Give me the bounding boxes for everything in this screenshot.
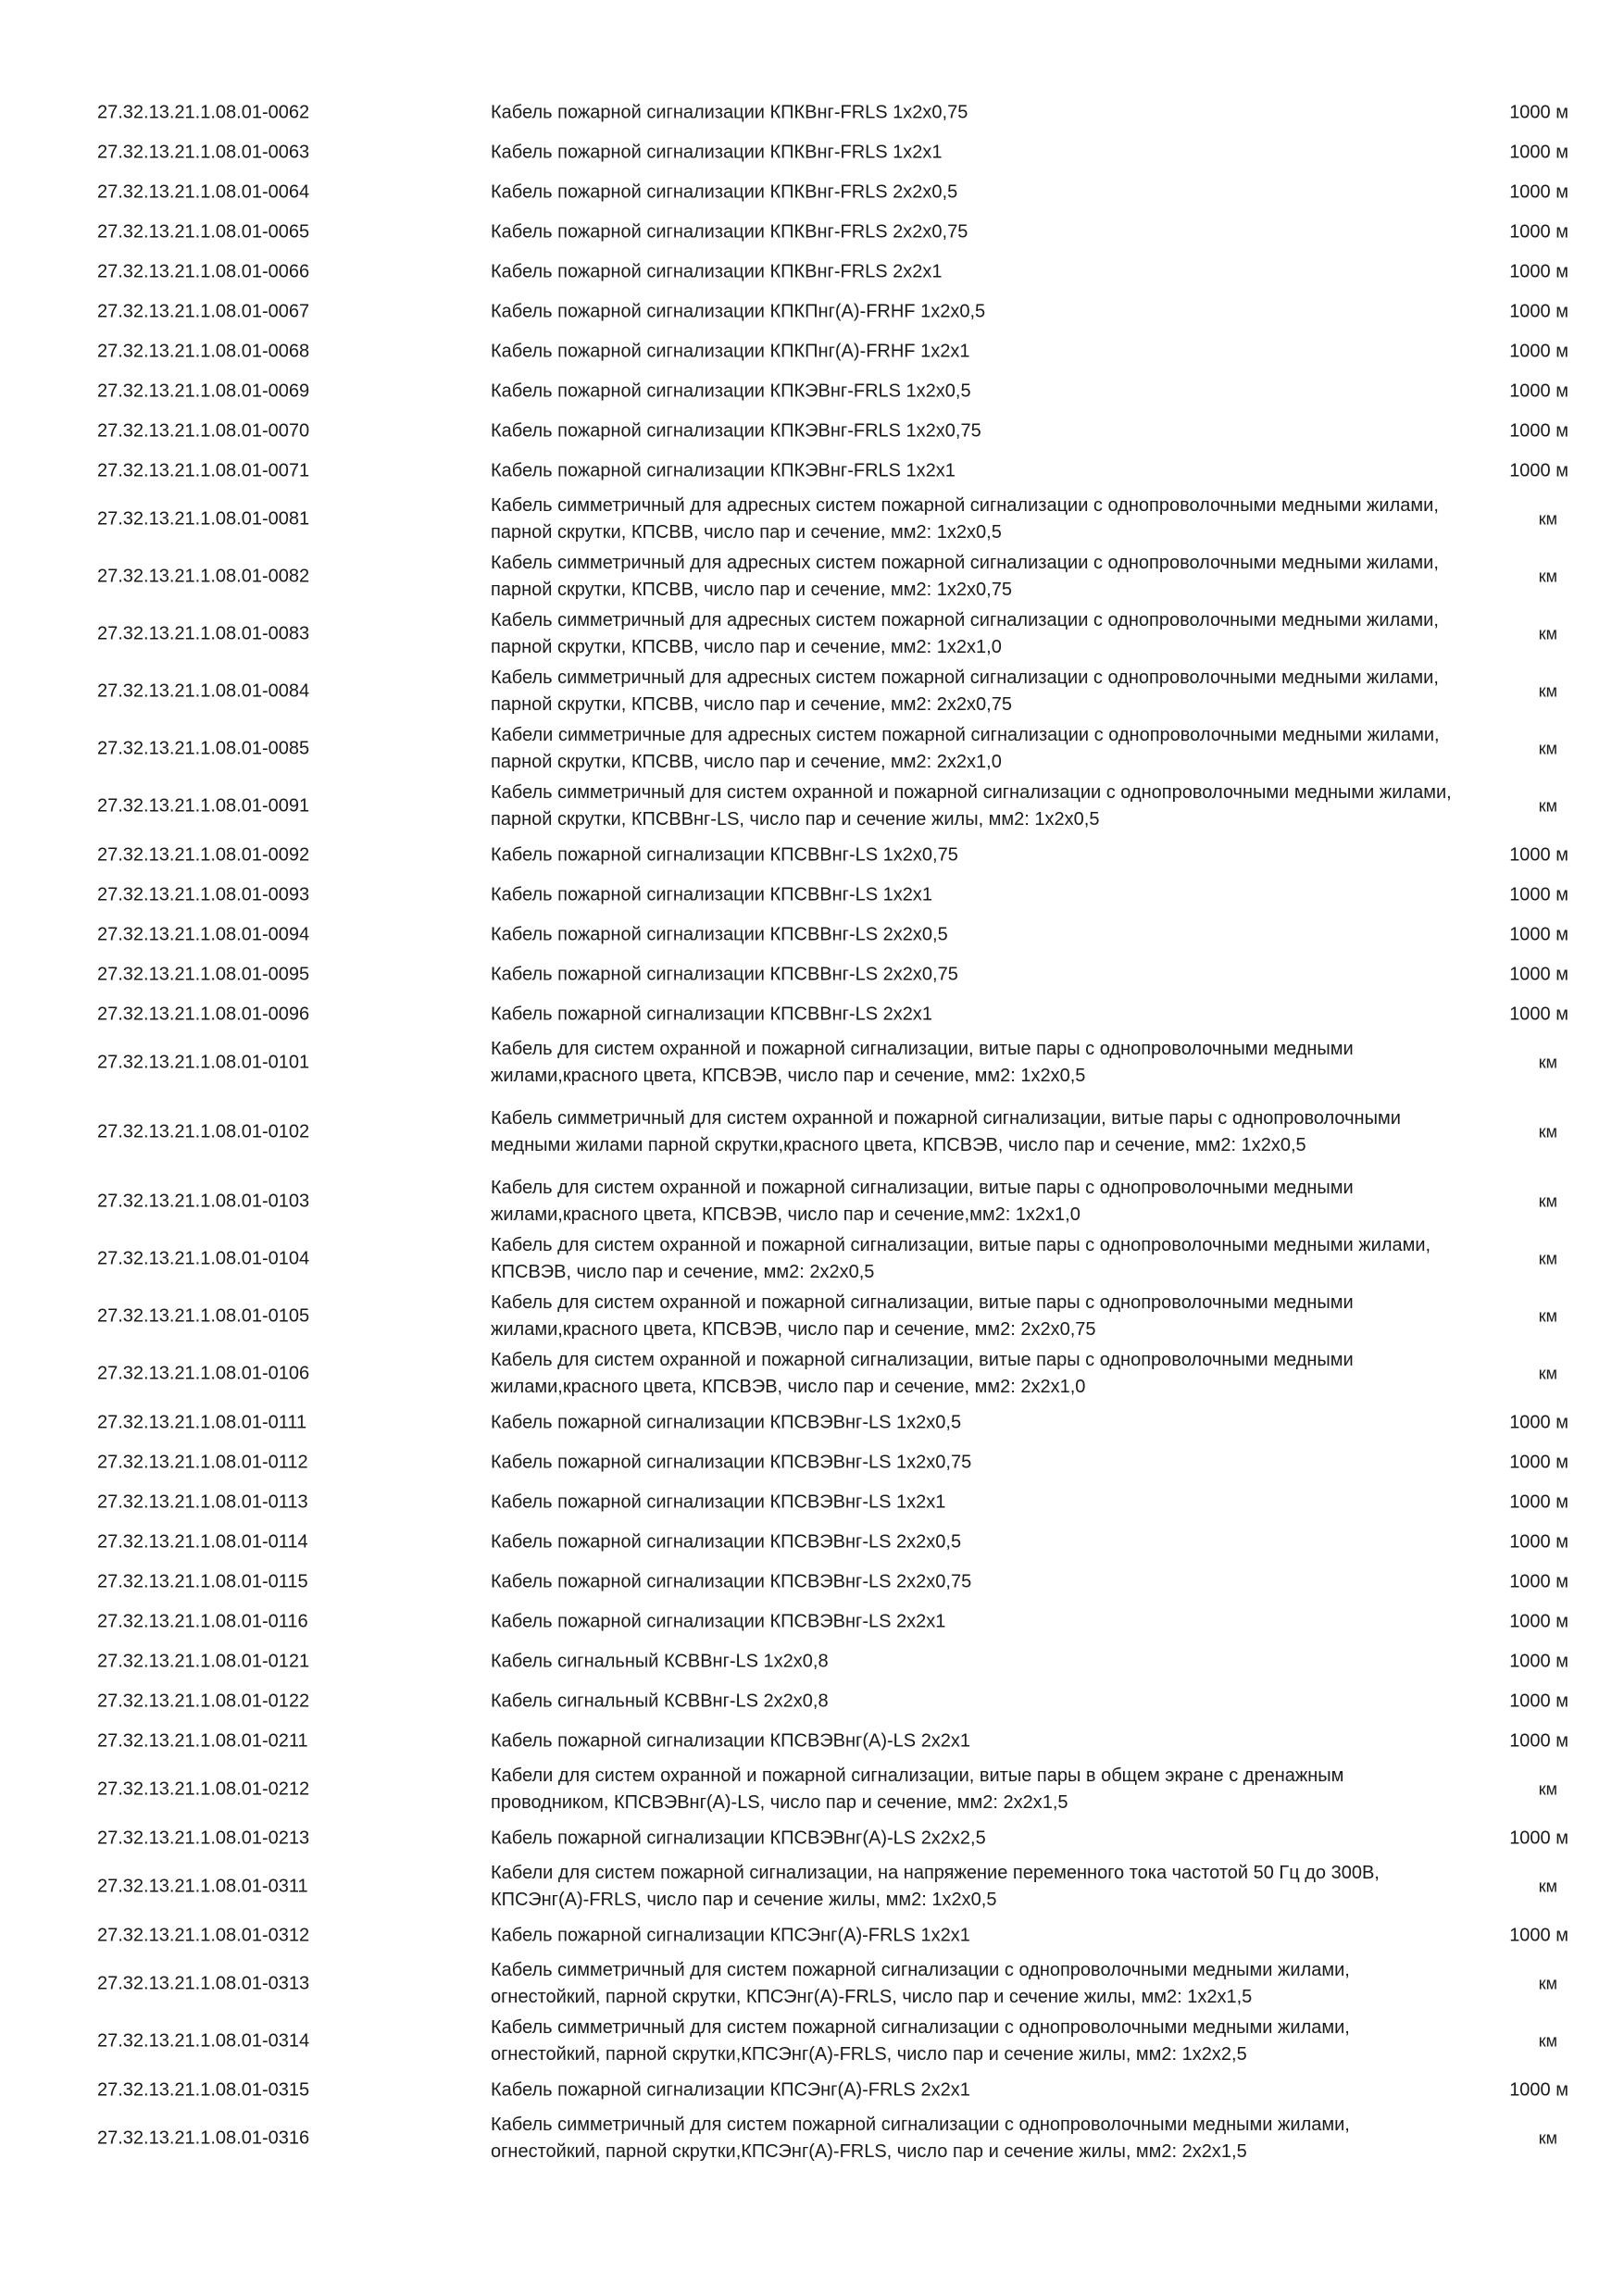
- item-code: 27.32.13.21.1.08.01-0122: [97, 1691, 310, 1711]
- table-row: [0, 1818, 1624, 1858]
- table-row: [0, 93, 1624, 132]
- table-row: [0, 491, 1624, 548]
- item-name: Кабель симметричный для адресных систем пожарной сигнализации с однопроволочными медными жилами, парной скрутки, КПСВВ, число пар и сечение, мм2: 1x2x0,75: [491, 553, 1439, 600]
- item-unit: км: [1538, 1192, 1557, 1211]
- item-unit: км: [1538, 509, 1557, 529]
- item-name: Кабель симметричный для систем пожарной сигнализации с однопроволочными медными жилами, огнестойкий, парной скрутки,КПСЭнг(А)-FRLS, число пар и сечение жилы, мм2: 2x2x1,5: [491, 2115, 1350, 2162]
- table-row: [0, 132, 1624, 172]
- table-row: [0, 1403, 1624, 1442]
- table-row: [0, 778, 1624, 835]
- item-name: Кабель пожарной сигнализации КПСЭнг(А)-FRLS 2x2x1: [491, 2079, 970, 2100]
- item-unit: 1000 м: [1509, 102, 1568, 122]
- table-row: [0, 212, 1624, 252]
- item-unit: 1000 м: [1509, 142, 1568, 162]
- item-name: Кабель пожарной сигнализации КПСВЭВнг-LS 1x2x0,75: [491, 1452, 972, 1472]
- item-code: 27.32.13.21.1.08.01-0083: [97, 623, 310, 644]
- table-row: [0, 1288, 1624, 1345]
- item-unit: 1000 м: [1509, 924, 1568, 944]
- price-list-table: [0, 93, 1624, 2167]
- item-code: 27.32.13.21.1.08.01-0102: [97, 1121, 310, 1142]
- item-unit: км: [1538, 1974, 1557, 1993]
- item-name: Кабель пожарной сигнализации КПКВнг-FRLS 1x2x1: [491, 142, 943, 162]
- table-row: [0, 451, 1624, 491]
- item-unit: 1000 м: [1509, 1491, 1568, 1512]
- table-row: [0, 1345, 1624, 1403]
- item-code: 27.32.13.21.1.08.01-0067: [97, 301, 310, 321]
- item-name: Кабель пожарной сигнализации КПКПнг(А)-FRHF 1x2x1: [491, 341, 970, 361]
- item-name: Кабель пожарной сигнализации КПСВЭВнг-LS 2x2x1: [491, 1611, 946, 1631]
- table-row: [0, 2013, 1624, 2070]
- item-unit: 1000 м: [1509, 1571, 1568, 1591]
- item-code: 27.32.13.21.1.08.01-0071: [97, 460, 310, 480]
- item-unit: 1000 м: [1509, 964, 1568, 984]
- item-code: 27.32.13.21.1.08.01-0213: [97, 1828, 310, 1848]
- item-code: 27.32.13.21.1.08.01-0313: [97, 1973, 310, 1994]
- item-name: Кабель пожарной сигнализации КПКПнг(А)-FRHF 1x2x0,5: [491, 301, 986, 321]
- item-code: 27.32.13.21.1.08.01-0316: [97, 2128, 310, 2149]
- item-code: 27.32.13.21.1.08.01-0095: [97, 964, 310, 984]
- item-name: Кабель симметричный для адресных систем пожарной сигнализации с однопроволочными медными жилами, парной скрутки, КПСВВ, число пар и сечение, мм2: 1x2x0,5: [491, 495, 1439, 543]
- item-code: 27.32.13.21.1.08.01-0106: [97, 1363, 310, 1384]
- table-row: [0, 1230, 1624, 1288]
- table-row: [0, 1602, 1624, 1641]
- item-code: 27.32.13.21.1.08.01-0315: [97, 2079, 310, 2100]
- table-row: [0, 1562, 1624, 1602]
- table-row: [0, 292, 1624, 331]
- item-code: 27.32.13.21.1.08.01-0084: [97, 680, 310, 702]
- item-name: Кабель пожарной сигнализации КПКВнг-FRLS 2x2x0,5: [491, 181, 958, 202]
- item-code: 27.32.13.21.1.08.01-0081: [97, 508, 310, 530]
- item-code: 27.32.13.21.1.08.01-0116: [97, 1611, 308, 1631]
- item-unit: 1000 м: [1509, 381, 1568, 401]
- item-name: Кабель пожарной сигнализации КПСВЭВнг(А)-LS 2x2x1: [491, 1730, 971, 1751]
- item-unit: км: [1538, 567, 1557, 586]
- item-name: Кабель для систем охранной и пожарной сигнализации, витые пары с однопроволочными медными жилами,красного цвета, КПСВЭВ, число пар и сечение, мм2: 2x2x0,75: [491, 1292, 1354, 1340]
- item-unit: 1000 м: [1509, 1828, 1568, 1848]
- item-name: Кабель сигнальный КСВВнг-LS 2x2x0,8: [491, 1691, 829, 1711]
- item-code: 27.32.13.21.1.08.01-0121: [97, 1651, 310, 1671]
- item-unit: км: [1538, 796, 1557, 816]
- table-row: [0, 1522, 1624, 1562]
- table-row: [0, 605, 1624, 663]
- item-code: 27.32.13.21.1.08.01-0113: [97, 1491, 308, 1512]
- item-code: 27.32.13.21.1.08.01-0082: [97, 566, 310, 587]
- table-row: [0, 411, 1624, 451]
- item-unit: км: [1538, 2031, 1557, 2051]
- item-name: Кабель пожарной сигнализации КПСВЭВнг-LS 2x2x0,75: [491, 1571, 972, 1591]
- item-code: 27.32.13.21.1.08.01-0064: [97, 181, 310, 202]
- item-code: 27.32.13.21.1.08.01-0312: [97, 1925, 310, 1945]
- item-name: Кабель для систем охранной и пожарной сигнализации, витые пары с однопроволочными медными жилами, КПСВЭВ, число пар и сечение, мм2: 2x2x0,5: [491, 1235, 1431, 1282]
- item-unit: км: [1538, 1364, 1557, 1383]
- item-name: Кабель симметричный для систем охранной и пожарной сигнализации, витые пары с однопроволочными медными жилами парной скрутки,красного цвета, КПСВЭВ, число пар и сечение, мм2: 1x2x0,5: [491, 1108, 1401, 1155]
- item-code: 27.32.13.21.1.08.01-0112: [97, 1452, 308, 1472]
- item-name: Кабель для систем охранной и пожарной сигнализации, витые пары с однопроволочными медными жилами,красного цвета, КПСВЭВ, число пар и сечение, мм2: 2x2x1,0: [491, 1350, 1354, 1397]
- item-code: 27.32.13.21.1.08.01-0091: [97, 795, 310, 817]
- table-row: [0, 994, 1624, 1034]
- item-name: Кабель симметричный для адресных систем пожарной сигнализации с однопроволочными медными жилами, парной скрутки, КПСВВ, число пар и сечение, мм2: 1x2x1,0: [491, 610, 1439, 657]
- item-unit: км: [1538, 1249, 1557, 1268]
- item-name: Кабель пожарной сигнализации КПСВВнг-LS 1x2x0,75: [491, 844, 958, 865]
- item-name: Кабель пожарной сигнализации КПСВВнг-LS 2x2x1: [491, 1004, 933, 1024]
- item-unit: 1000 м: [1509, 1730, 1568, 1751]
- item-name: Кабель пожарной сигнализации КПСВВнг-LS 2x2x0,75: [491, 964, 958, 984]
- item-unit: км: [1538, 681, 1557, 701]
- table-row: [0, 252, 1624, 292]
- table-row: [0, 2110, 1624, 2167]
- item-code: 27.32.13.21.1.08.01-0103: [97, 1191, 310, 1212]
- table-row: [0, 915, 1624, 955]
- item-name: Кабель пожарной сигнализации КПКЭВнг-FRLS 1x2x0,75: [491, 420, 981, 441]
- item-name: Кабель симметричный для систем пожарной сигнализации с однопроволочными медными жилами, огнестойкий, парной скрутки, КПСЭнг(А)-FRLS, число пар и сечение жилы, мм2: 1x2x1,5: [491, 1960, 1350, 2007]
- table-row: [0, 720, 1624, 778]
- item-code: 27.32.13.21.1.08.01-0096: [97, 1004, 310, 1024]
- item-code: 27.32.13.21.1.08.01-0068: [97, 341, 310, 361]
- item-code: 27.32.13.21.1.08.01-0211: [97, 1730, 308, 1751]
- item-name: Кабель пожарной сигнализации КПСВВнг-LS 1x2x1: [491, 884, 933, 905]
- table-row: [0, 1482, 1624, 1522]
- item-code: 27.32.13.21.1.08.01-0070: [97, 420, 310, 441]
- item-code: 27.32.13.21.1.08.01-0114: [97, 1531, 308, 1552]
- item-name: Кабель симметричный для систем охранной и пожарной сигнализации с однопроволочными медными жилами, парной скрутки, КПСВВнг-LS, число пар и сечение жилы, мм2: 1x2x0,5: [491, 782, 1452, 830]
- item-unit: км: [1538, 624, 1557, 643]
- item-name: Кабель пожарной сигнализации КПСВЭВнг-LS 2x2x0,5: [491, 1531, 962, 1552]
- item-code: 27.32.13.21.1.08.01-0111: [97, 1412, 307, 1432]
- item-unit: км: [1538, 1122, 1557, 1142]
- table-row: [0, 875, 1624, 915]
- item-name: Кабель пожарной сигнализации КПСВВнг-LS 2x2x0,5: [491, 924, 948, 944]
- item-unit: 1000 м: [1509, 460, 1568, 480]
- table-row: [0, 2070, 1624, 2110]
- table-row: [0, 835, 1624, 875]
- table-row: [0, 172, 1624, 212]
- item-name: Кабель пожарной сигнализации КПКВнг-FRLS 1x2x0,75: [491, 102, 968, 122]
- item-unit: км: [1538, 1306, 1557, 1326]
- table-row: [0, 1721, 1624, 1761]
- item-name: Кабели для систем охранной и пожарной сигнализации, витые пары в общем экране с дренажным проводником, КПСВЭВнг(А)-LS, число пар и сечение, мм2: 2x2x1,5: [491, 1766, 1344, 1813]
- item-name: Кабель пожарной сигнализации КПКЭВнг-FRLS 1x2x1: [491, 460, 956, 480]
- item-unit: км: [1538, 1877, 1557, 1896]
- item-code: 27.32.13.21.1.08.01-0104: [97, 1248, 310, 1269]
- item-code: 27.32.13.21.1.08.01-0212: [97, 1778, 310, 1800]
- item-unit: км: [1538, 1779, 1557, 1799]
- item-unit: 1000 м: [1509, 181, 1568, 202]
- table-row: [0, 1173, 1624, 1230]
- item-name: Кабели симметричные для адресных систем пожарной сигнализации с однопроволочными медными жилами, парной скрутки, КПСВВ, число пар и сечение, мм2: 2x2x1,0: [491, 725, 1440, 772]
- item-code: 27.32.13.21.1.08.01-0101: [97, 1052, 310, 1073]
- item-code: 27.32.13.21.1.08.01-0311: [97, 1876, 308, 1897]
- table-row: [0, 1955, 1624, 2013]
- table-row: [0, 548, 1624, 605]
- item-code: 27.32.13.21.1.08.01-0066: [97, 261, 310, 281]
- item-name: Кабели для систем пожарной сигнализации, на напряжение переменного тока частотой 50 Гц до 300В, КПСЭнг(А)-FRLS, число пар и сечение жилы, мм2: 1x2x0,5: [491, 1863, 1380, 1910]
- table-row: [0, 1915, 1624, 1955]
- item-name: Кабель пожарной сигнализации КПСЭнг(А)-FRLS 1x2x1: [491, 1925, 970, 1945]
- item-unit: 1000 м: [1509, 884, 1568, 905]
- item-name: Кабель симметричный для адресных систем пожарной сигнализации с однопроволочными медными жилами, парной скрутки, КПСВВ, число пар и сечение, мм2: 2x2x0,75: [491, 668, 1439, 715]
- item-name: Кабель пожарной сигнализации КПКЭВнг-FRLS 1x2x0,5: [491, 381, 971, 401]
- item-code: 27.32.13.21.1.08.01-0065: [97, 221, 310, 242]
- item-name: Кабель для систем охранной и пожарной сигнализации, витые пары с однопроволочными медными жилами,красного цвета, КПСВЭВ, число пар и сечение,мм2: 1x2x1,0: [491, 1178, 1354, 1225]
- item-code: 27.32.13.21.1.08.01-0094: [97, 924, 310, 944]
- item-name: Кабель симметричный для систем пожарной сигнализации с однопроволочными медными жилами, огнестойкий, парной скрутки,КПСЭнг(А)-FRLS, число пар и сечение жилы, мм2: 1x2x2,5: [491, 2017, 1350, 2065]
- item-unit: 1000 м: [1509, 1531, 1568, 1552]
- item-code: 27.32.13.21.1.08.01-0085: [97, 738, 310, 759]
- item-unit: км: [1538, 2128, 1557, 2148]
- item-unit: 1000 м: [1509, 1925, 1568, 1945]
- table-row: [0, 663, 1624, 720]
- item-name: Кабель пожарной сигнализации КПСВЭВнг(А)-LS 2x2x2,5: [491, 1828, 986, 1848]
- item-unit: 1000 м: [1509, 341, 1568, 361]
- item-unit: 1000 м: [1509, 1412, 1568, 1432]
- item-code: 27.32.13.21.1.08.01-0069: [97, 381, 310, 401]
- item-code: 27.32.13.21.1.08.01-0063: [97, 142, 310, 162]
- item-unit: 1000 м: [1509, 1651, 1568, 1671]
- item-unit: 1000 м: [1509, 261, 1568, 281]
- item-code: 27.32.13.21.1.08.01-0314: [97, 2030, 310, 2052]
- item-code: 27.32.13.21.1.08.01-0062: [97, 102, 310, 122]
- table-row: [0, 1761, 1624, 1818]
- item-name: Кабель пожарной сигнализации КПКВнг-FRLS 2x2x1: [491, 261, 943, 281]
- item-unit: 1000 м: [1509, 1004, 1568, 1024]
- item-unit: 1000 м: [1509, 1611, 1568, 1631]
- item-name: Кабель для систем охранной и пожарной сигнализации, витые пары с однопроволочными медными жилами,красного цвета, КПСВЭВ, число пар и сечение, мм2: 1x2x0,5: [491, 1039, 1354, 1086]
- table-row: [0, 955, 1624, 994]
- table-row: [0, 1034, 1624, 1092]
- item-name: Кабель пожарной сигнализации КПСВЭВнг-LS 1x2x1: [491, 1491, 946, 1512]
- item-code: 27.32.13.21.1.08.01-0093: [97, 884, 310, 905]
- item-unit: км: [1538, 739, 1557, 758]
- table-row: [0, 1641, 1624, 1681]
- item-name: Кабель пожарной сигнализации КПСВЭВнг-LS 1x2x0,5: [491, 1412, 962, 1432]
- item-unit: 1000 м: [1509, 2079, 1568, 2100]
- table-row: [0, 331, 1624, 371]
- item-unit: 1000 м: [1509, 1691, 1568, 1711]
- table-row: [0, 1681, 1624, 1721]
- table-row: [0, 1858, 1624, 1915]
- item-code: 27.32.13.21.1.08.01-0105: [97, 1305, 310, 1327]
- item-name: Кабель пожарной сигнализации КПКВнг-FRLS 2x2x0,75: [491, 221, 968, 242]
- item-unit: 1000 м: [1509, 221, 1568, 242]
- table-row: [0, 1442, 1624, 1482]
- item-code: 27.32.13.21.1.08.01-0092: [97, 844, 310, 865]
- item-unit: 1000 м: [1509, 844, 1568, 865]
- item-unit: км: [1538, 1053, 1557, 1072]
- item-unit: 1000 м: [1509, 1452, 1568, 1472]
- item-unit: 1000 м: [1509, 420, 1568, 441]
- table-row: [0, 371, 1624, 411]
- item-code: 27.32.13.21.1.08.01-0115: [97, 1571, 308, 1591]
- table-row: [0, 1092, 1624, 1173]
- item-name: Кабель сигнальный КСВВнг-LS 1x2x0,8: [491, 1651, 829, 1671]
- item-unit: 1000 м: [1509, 301, 1568, 321]
